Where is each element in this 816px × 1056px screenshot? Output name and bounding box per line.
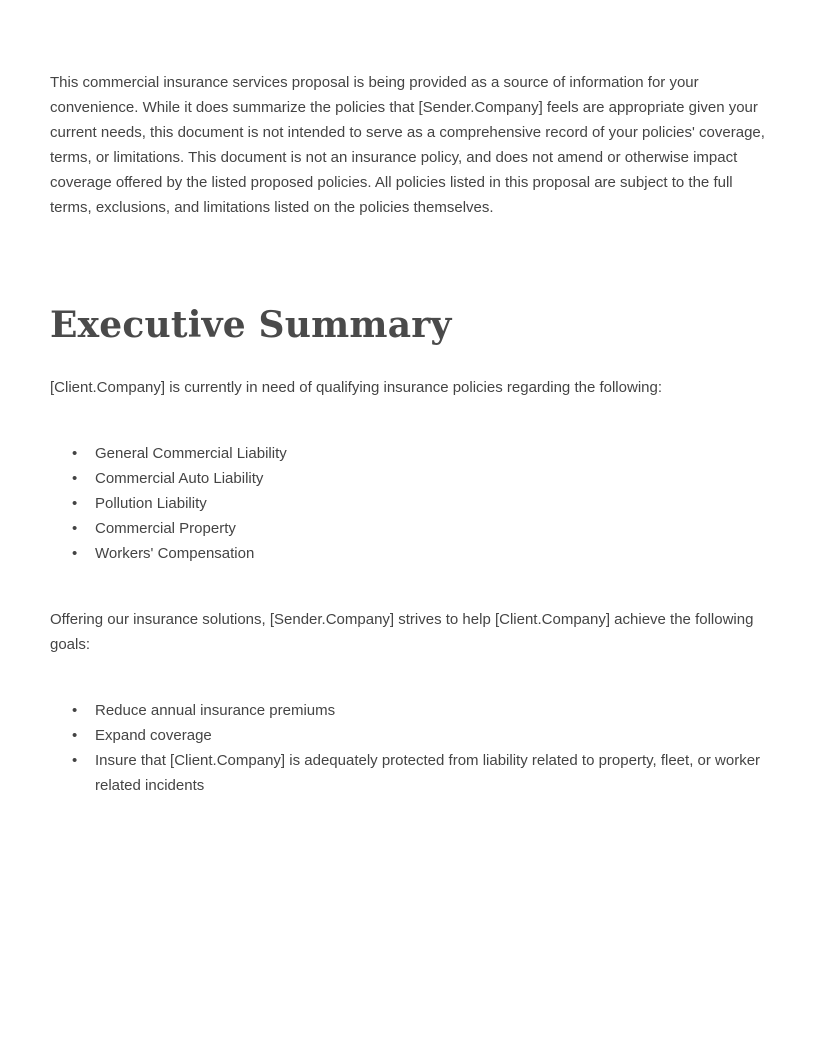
document-page [50,70,766,798]
list-item-text: Insure that [Client.Company] is adequately protected from liability related to property, fleet, or worker related incidents [95,752,761,794]
list-item-text: Reduce annual insurance premiums [95,702,336,719]
bullet-icon: • [72,520,78,537]
bullet-icon: • [72,702,78,719]
list-item [50,748,766,798]
list-item [50,466,766,491]
goals-list [50,698,766,798]
list-item-text: Workers' Compensation [95,545,255,562]
list-item [50,491,766,516]
bullet-icon: • [72,495,78,512]
list-item [50,541,766,566]
list-item-text: Pollution Liability [95,495,207,512]
needs-list [50,441,766,566]
list-item [50,698,766,723]
bullet-icon: • [72,470,78,487]
section-heading: Executive Summary [50,304,452,346]
bullet-icon: • [72,545,78,562]
list-item [50,441,766,466]
list-item-text: Expand coverage [95,727,212,744]
list-item-text: Commercial Property [95,520,236,537]
bullet-icon: • [72,445,78,462]
disclaimer-paragraph: This commercial insurance services proposal is being provided as a source of information for your convenience. While it does summarize the policies that [Sender.Company] feels are appropriate given your current needs, this document is not intended to serve as a comprehensive record of your policies' coverage, terms, or limitations. This document is not an insurance policy, and does not amend or otherwise impact coverage offered by the listed proposed policies. All policies listed in this proposal are subject to the full terms, exclusions, and limitations listed on the policies themselves. [50,74,765,216]
list-item [50,516,766,541]
list-item-text: Commercial Auto Liability [95,470,264,487]
bullet-icon: • [72,752,78,769]
list-item-text: General Commercial Liability [95,445,287,462]
needs-intro-paragraph: [Client.Company] is currently in need of qualifying insurance policies regarding the following: [50,379,662,396]
list-item [50,723,766,748]
bullet-icon: • [72,727,78,744]
goals-intro-paragraph: Offering our insurance solutions, [Sender.Company] strives to help [Client.Company] achieve the following goals: [50,611,754,653]
